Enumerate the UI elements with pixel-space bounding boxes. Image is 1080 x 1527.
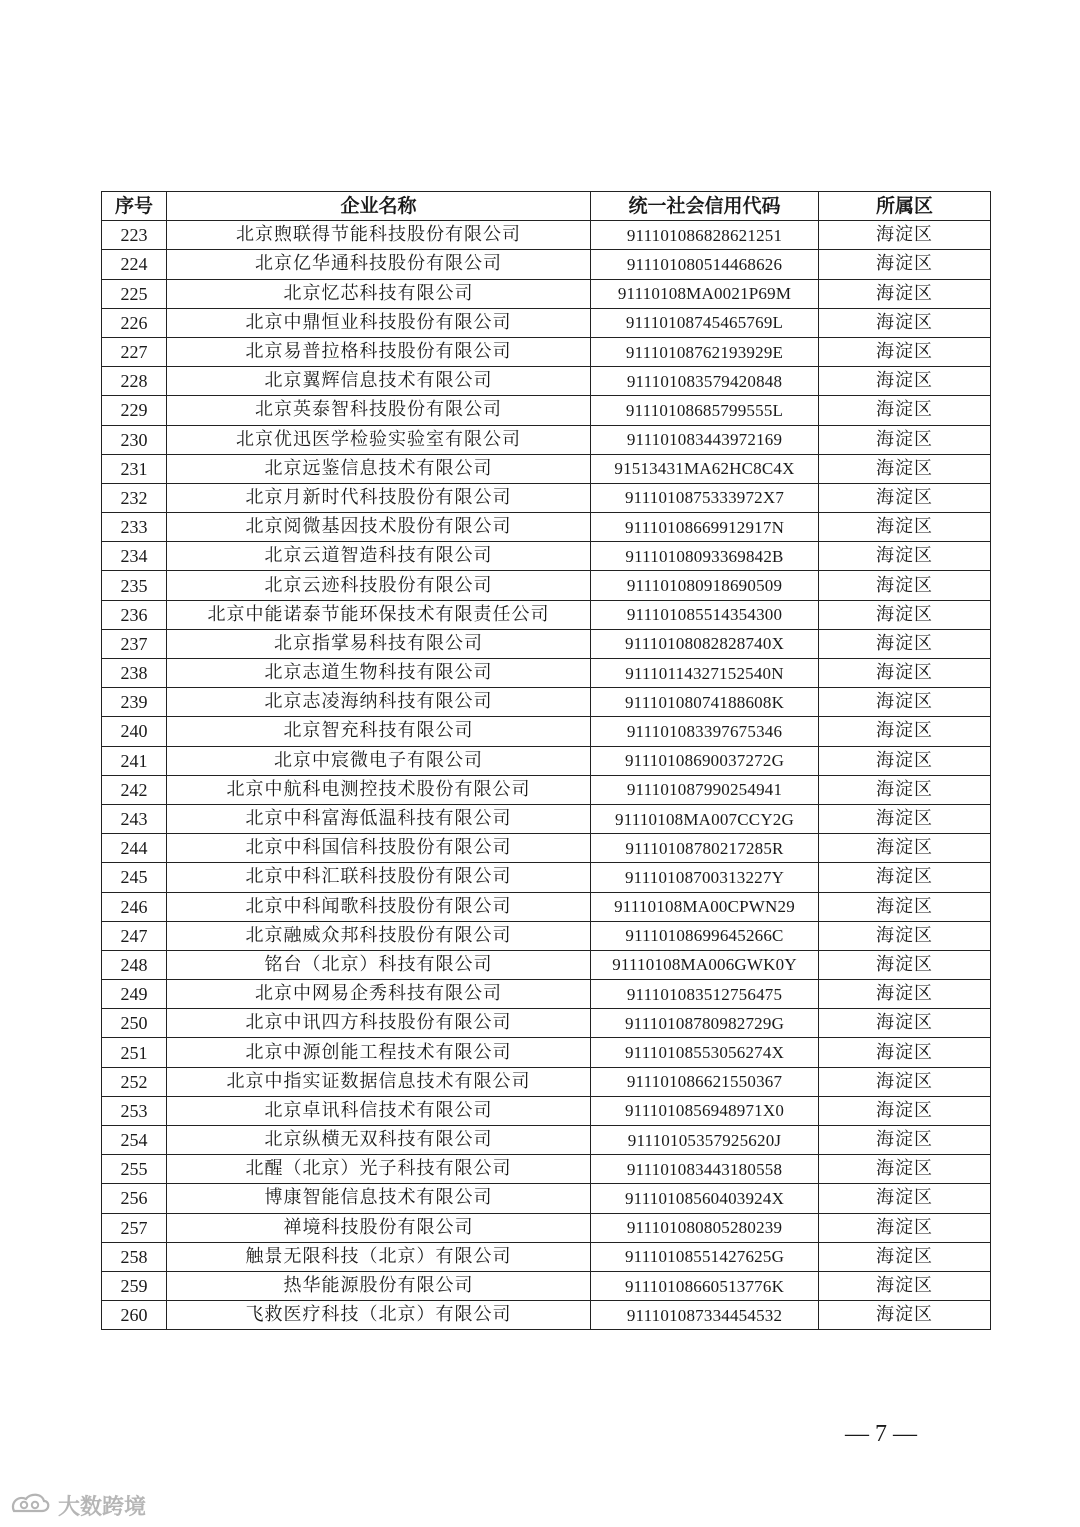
credit-code-cell: 91110108780217285R [591,834,819,863]
district-cell: 海淀区 [819,1126,991,1155]
watermark [8,1488,146,1522]
company-name-cell: 北京中网易企秀科技有限公司 [167,980,591,1009]
credit-code-cell: 91110108660513776K [591,1271,819,1300]
table-row [102,483,991,512]
table-row [102,980,991,1009]
credit-code-cell: 911101083397675346 [591,717,819,746]
district-cell: 海淀区 [819,1067,991,1096]
district-cell: 海淀区 [819,571,991,600]
district-cell: 海淀区 [819,863,991,892]
table-row [102,367,991,396]
watermark-text: 大数跨境 [58,1494,147,1520]
district-cell: 海淀区 [819,1096,991,1125]
district-cell: 海淀区 [819,1009,991,1038]
table-row [102,629,991,658]
table-row [102,1155,991,1184]
district-cell: 海淀区 [819,279,991,308]
district-cell: 海淀区 [819,980,991,1009]
serial-cell: 258 [102,1242,167,1271]
serial-cell: 240 [102,717,167,746]
serial-cell: 246 [102,892,167,921]
district-cell: 海淀区 [819,921,991,950]
company-name-cell: 北京中讯四方科技股份有限公司 [167,1009,591,1038]
credit-code-cell: 91110108780982729G [591,1009,819,1038]
district-cell: 海淀区 [819,775,991,804]
company-name-cell: 北京云道智造科技有限公司 [167,542,591,571]
district-cell: 海淀区 [819,425,991,454]
district-cell: 海淀区 [819,454,991,483]
table-row [102,221,991,250]
company-name-cell: 北京中鼎恒业科技股份有限公司 [167,308,591,337]
table-row [102,834,991,863]
credit-code-cell: 911101086621550367 [591,1067,819,1096]
company-name-cell: 北京易普拉格科技股份有限公司 [167,337,591,366]
district-cell: 海淀区 [819,1242,991,1271]
serial-cell: 242 [102,775,167,804]
district-cell: 海淀区 [819,1038,991,1067]
serial-cell: 253 [102,1096,167,1125]
credit-code-cell: 9111010875333972X7 [591,483,819,512]
company-name-cell: 北京忆芯科技有限公司 [167,279,591,308]
serial-cell: 231 [102,454,167,483]
company-name-cell: 北京英泰智科技股份有限公司 [167,396,591,425]
table-row [102,1301,991,1330]
table-header-row [102,192,991,221]
credit-code-cell: 91110108762193929E [591,337,819,366]
company-name-cell: 北京中科汇联科技股份有限公司 [167,863,591,892]
table-row [102,1242,991,1271]
district-cell: 海淀区 [819,892,991,921]
table-row [102,746,991,775]
credit-code-cell: 911101086828621251 [591,221,819,250]
credit-code-cell: 911101087334454532 [591,1301,819,1330]
serial-cell: 229 [102,396,167,425]
credit-code-cell: 911101083512756475 [591,980,819,1009]
credit-code-cell: 91110108093369842B [591,542,819,571]
company-name-cell: 铭台（北京）科技有限公司 [167,950,591,979]
table-row [102,1038,991,1067]
header-company-name: 企业名称 [167,192,591,221]
enterprise-table [101,191,991,1330]
table-row [102,308,991,337]
serial-cell: 235 [102,571,167,600]
serial-cell: 238 [102,659,167,688]
company-name-cell: 北京志道生物科技有限公司 [167,659,591,688]
serial-cell: 239 [102,688,167,717]
serial-cell: 226 [102,308,167,337]
table-header [102,192,991,221]
credit-code-cell: 91110108560403924X [591,1184,819,1213]
serial-cell: 251 [102,1038,167,1067]
company-name-cell: 北京中科富海低温科技有限公司 [167,804,591,833]
serial-cell: 236 [102,600,167,629]
district-cell: 海淀区 [819,659,991,688]
credit-code-cell: 9111010856948971X0 [591,1096,819,1125]
company-name-cell: 北京中航科电测控技术股份有限公司 [167,775,591,804]
company-name-cell: 北醒（北京）光子科技有限公司 [167,1155,591,1184]
district-cell: 海淀区 [819,1213,991,1242]
company-name-cell: 北京优迅医学检验实验室有限公司 [167,425,591,454]
serial-cell: 227 [102,337,167,366]
company-name-cell: 禅境科技股份有限公司 [167,1213,591,1242]
serial-cell: 223 [102,221,167,250]
table-row [102,1096,991,1125]
company-name-cell: 北京煦联得节能科技股份有限公司 [167,221,591,250]
credit-code-cell: 91513431MA62HC8C4X [591,454,819,483]
table-row [102,1067,991,1096]
credit-code-cell: 911101083443972169 [591,425,819,454]
company-name-cell: 北京亿华通科技股份有限公司 [167,250,591,279]
table-row [102,513,991,542]
district-cell: 海淀区 [819,542,991,571]
district-cell: 海淀区 [819,250,991,279]
company-name-cell: 北京志凌海纳科技有限公司 [167,688,591,717]
district-cell: 海淀区 [819,1271,991,1300]
company-name-cell: 北京卓讯科信技术有限公司 [167,1096,591,1125]
company-name-cell: 北京远鉴信息技术有限公司 [167,454,591,483]
serial-cell: 255 [102,1155,167,1184]
company-name-cell: 北京纵横无双科技有限公司 [167,1126,591,1155]
district-cell: 海淀区 [819,367,991,396]
credit-code-cell: 911101080514468626 [591,250,819,279]
serial-cell: 248 [102,950,167,979]
credit-code-cell: 91110108553056274X [591,1038,819,1067]
table-row [102,921,991,950]
company-name-cell: 北京月新时代科技股份有限公司 [167,483,591,512]
company-name-cell: 北京阅微基因技术股份有限公司 [167,513,591,542]
district-cell: 海淀区 [819,804,991,833]
table-row [102,250,991,279]
credit-code-cell: 91110108082828740X [591,629,819,658]
header-serial: 序号 [102,192,167,221]
table-body [102,221,991,1330]
serial-cell: 256 [102,1184,167,1213]
watermark-logo-icon [8,1491,52,1519]
serial-cell: 234 [102,542,167,571]
credit-code-cell: 91110108074188608K [591,688,819,717]
district-cell: 海淀区 [819,688,991,717]
district-cell: 海淀区 [819,483,991,512]
table-row [102,688,991,717]
serial-cell: 224 [102,250,167,279]
table-row [102,892,991,921]
credit-code-cell: 91110108551427625G [591,1242,819,1271]
company-name-cell: 北京融威众邦科技股份有限公司 [167,921,591,950]
credit-code-cell: 91110108MA007CCY2G [591,804,819,833]
district-cell: 海淀区 [819,717,991,746]
company-name-cell: 北京智充科技有限公司 [167,717,591,746]
district-cell: 海淀区 [819,513,991,542]
credit-code-cell: 911101085514354300 [591,600,819,629]
credit-code-cell: 911101080918690509 [591,571,819,600]
serial-cell: 245 [102,863,167,892]
serial-cell: 243 [102,804,167,833]
company-name-cell: 北京中科闻歌科技股份有限公司 [167,892,591,921]
table-row [102,659,991,688]
credit-code-cell: 911101087990254941 [591,775,819,804]
table-row [102,454,991,483]
table-row [102,425,991,454]
serial-cell: 250 [102,1009,167,1038]
table-row [102,1126,991,1155]
district-cell: 海淀区 [819,1155,991,1184]
serial-cell: 225 [102,279,167,308]
credit-code-cell: 911101083579420848 [591,367,819,396]
table-row [102,279,991,308]
table-row [102,600,991,629]
serial-cell: 247 [102,921,167,950]
company-name-cell: 北京中宸微电子有限公司 [167,746,591,775]
district-cell: 海淀区 [819,834,991,863]
table-row [102,1184,991,1213]
table-row [102,571,991,600]
table-row [102,542,991,571]
company-name-cell: 北京中源创能工程技术有限公司 [167,1038,591,1067]
credit-code-cell: 91110108699645266C [591,921,819,950]
company-name-cell: 飞救医疗科技（北京）有限公司 [167,1301,591,1330]
serial-cell: 230 [102,425,167,454]
serial-cell: 244 [102,834,167,863]
district-cell: 海淀区 [819,1184,991,1213]
credit-code-cell: 91110108700313227Y [591,863,819,892]
table-row [102,1271,991,1300]
serial-cell: 241 [102,746,167,775]
credit-code-cell: 91110108690037272G [591,746,819,775]
credit-code-cell: 91110108669912917N [591,513,819,542]
company-name-cell: 北京中科国信科技股份有限公司 [167,834,591,863]
district-cell: 海淀区 [819,1301,991,1330]
company-name-cell: 北京云迹科技股份有限公司 [167,571,591,600]
district-cell: 海淀区 [819,746,991,775]
credit-code-cell: 91110108745465769L [591,308,819,337]
credit-code-cell: 911101083443180558 [591,1155,819,1184]
district-cell: 海淀区 [819,950,991,979]
table-row [102,717,991,746]
company-name-cell: 博康智能信息技术有限公司 [167,1184,591,1213]
district-cell: 海淀区 [819,600,991,629]
serial-cell: 232 [102,483,167,512]
district-cell: 海淀区 [819,629,991,658]
header-credit-code: 统一社会信用代码 [591,192,819,221]
serial-cell: 233 [102,513,167,542]
serial-cell: 257 [102,1213,167,1242]
serial-cell: 228 [102,367,167,396]
credit-code-cell: 91110108MA006GWK0Y [591,950,819,979]
district-cell: 海淀区 [819,221,991,250]
table-row [102,396,991,425]
company-name-cell: 热华能源股份有限公司 [167,1271,591,1300]
district-cell: 海淀区 [819,337,991,366]
table-row [102,1213,991,1242]
credit-code-cell: 911101080805280239 [591,1213,819,1242]
serial-cell: 254 [102,1126,167,1155]
company-name-cell: 北京中能诺泰节能环保技术有限责任公司 [167,600,591,629]
serial-cell: 259 [102,1271,167,1300]
table-row [102,804,991,833]
company-name-cell: 北京翼辉信息技术有限公司 [167,367,591,396]
table-row [102,775,991,804]
table-row [102,337,991,366]
district-cell: 海淀区 [819,396,991,425]
credit-code-cell: 91110108685799555L [591,396,819,425]
company-name-cell: 北京中指实证数据信息技术有限公司 [167,1067,591,1096]
credit-code-cell: 91110105357925620J [591,1126,819,1155]
company-name-cell: 触景无限科技（北京）有限公司 [167,1242,591,1271]
table-row [102,863,991,892]
header-district: 所属区 [819,192,991,221]
serial-cell: 252 [102,1067,167,1096]
serial-cell: 249 [102,980,167,1009]
credit-code-cell: 91110108MA00CPWN29 [591,892,819,921]
table-row [102,1009,991,1038]
credit-code-cell: 91110114327152540N [591,659,819,688]
table-row [102,950,991,979]
page-number: — 7 — [845,1421,917,1447]
credit-code-cell: 91110108MA0021P69M [591,279,819,308]
district-cell: 海淀区 [819,308,991,337]
serial-cell: 237 [102,629,167,658]
serial-cell: 260 [102,1301,167,1330]
company-name-cell: 北京指掌易科技有限公司 [167,629,591,658]
